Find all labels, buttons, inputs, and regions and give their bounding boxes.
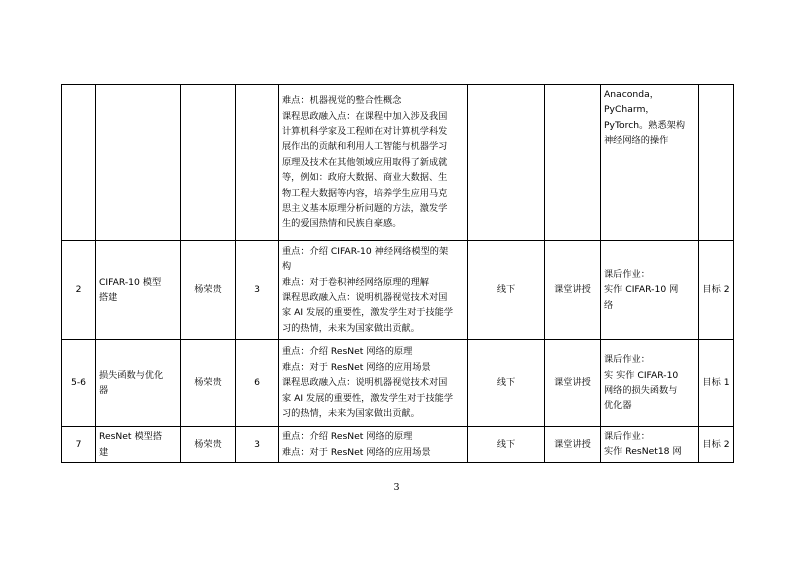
topic-line: 搭建 <box>99 292 118 303</box>
homework-line: PyTorch。熟悉架构 <box>604 119 686 131</box>
homework-line: 课后作业： <box>604 268 650 280</box>
content-line: 构 <box>282 261 292 273</box>
content-line: 习的热情，未来为国家做出贡献。 <box>282 322 420 334</box>
content-cell <box>279 427 468 463</box>
table-row <box>62 340 734 427</box>
session-number-cell: 7 <box>62 427 96 463</box>
session-number-cell: 2 <box>62 241 96 340</box>
content-line: 重点：介绍 ResNet 网络的原理 <box>282 431 413 443</box>
teacher-cell: 杨荣贵 <box>181 241 236 340</box>
hours-cell: 3 <box>236 427 279 463</box>
topic-line: CIFAR-10 模型 <box>99 276 162 288</box>
content-line: 难点：对于 ResNet 网络的应用场景 <box>282 446 431 458</box>
teacher-cell <box>181 85 236 241</box>
homework-line: 优化器 <box>604 400 632 412</box>
teaching-method-cell <box>545 85 601 241</box>
content-line: 习的热情，未来为国家做出贡献。 <box>282 408 420 420</box>
content-line: 课程思政融入点：说明机器视觉技术对国 <box>282 292 448 303</box>
hours-cell: 3 <box>236 241 279 340</box>
hours-cell: 6 <box>236 340 279 427</box>
content-line: 思主义基本原理分析问题的方法，激发学 <box>282 203 448 215</box>
content-line: 计算机科学家及工程师在对计算机学科发 <box>282 125 448 137</box>
teacher-cell: 杨荣贵 <box>181 340 236 427</box>
teaching-method-cell: 课堂讲授 <box>545 340 601 427</box>
session-number-cell <box>62 85 96 241</box>
session-number-cell: 5-6 <box>62 340 96 427</box>
hours-cell <box>236 85 279 241</box>
homework-cell <box>601 427 699 463</box>
content-line: 难点：机器视觉的整合性概念 <box>282 95 402 107</box>
content-line: 课程思政融入点：在课程中加入涉及我国 <box>282 110 448 122</box>
homework-line: 课后作业： <box>604 354 650 366</box>
homework-line: 神经网络的操作 <box>604 135 669 147</box>
content-line: 重点：介绍 ResNet 网络的原理 <box>282 346 413 358</box>
homework-line: PyCharm， <box>604 104 655 116</box>
homework-line: Anaconda， <box>604 89 659 100</box>
content-line: 重点：介绍 CIFAR-10 神经网络模型的架 <box>282 245 449 257</box>
content-line: 家 AI 发展的重要性，激发学生对于技能学 <box>282 307 454 319</box>
content-line: 家 AI 发展的重要性，激发学生对于技能学 <box>282 392 454 404</box>
homework-cell <box>601 241 699 340</box>
teaching-mode-cell: 线下 <box>468 340 545 427</box>
content-line: 等，例如：政府大数据、商业大数据、生 <box>282 172 448 184</box>
homework-cell <box>601 85 699 241</box>
teaching-mode-cell: 线下 <box>468 427 545 463</box>
content-line: 生的爱国热情和民族自豪感。 <box>282 218 402 230</box>
homework-line: 课后作业： <box>604 431 650 442</box>
topic-line: ResNet 模型搭 <box>99 431 163 443</box>
teacher-cell: 杨荣贵 <box>181 427 236 463</box>
content-line: 课程思政融入点：说明机器视觉技术对国 <box>282 377 448 389</box>
teaching-mode-cell <box>468 85 545 241</box>
homework-cell <box>601 340 699 427</box>
topic-cell <box>96 241 181 340</box>
topic-cell <box>96 340 181 427</box>
content-cell <box>279 241 468 340</box>
content-cell <box>279 85 468 241</box>
content-line: 原理及技术在其他领域应用取得了新成就 <box>282 156 448 168</box>
teaching-mode-cell: 线下 <box>468 241 545 340</box>
teaching-method-cell: 课堂讲授 <box>545 241 601 340</box>
topic-cell <box>96 85 181 241</box>
homework-line: 络 <box>604 299 614 311</box>
homework-line: 实作 ResNet18 网 <box>604 446 682 458</box>
content-cell <box>279 340 468 427</box>
page-number: 3 <box>393 482 400 493</box>
table-row <box>62 427 734 463</box>
topic-line: 建 <box>99 446 109 458</box>
goal-cell <box>699 85 734 241</box>
goal-cell: 目标 2 <box>699 427 734 463</box>
course-schedule-table <box>61 84 734 463</box>
table-row <box>62 85 734 241</box>
homework-line: 实 实作 CIFAR-10 <box>604 369 679 381</box>
table-row <box>62 241 734 340</box>
homework-line: 网络的损失函数与 <box>604 385 678 396</box>
goal-cell: 目标 2 <box>699 241 734 340</box>
teaching-method-cell: 课堂讲授 <box>545 427 601 463</box>
content-line: 物工程大数据等内容，培养学生应用马克 <box>282 187 448 199</box>
content-line: 难点：对于卷积神经网络原理的理解 <box>282 276 429 288</box>
content-line: 展作出的贡献和利用人工智能与机器学习 <box>282 141 448 153</box>
content-line: 难点：对于 ResNet 网络的应用场景 <box>282 361 431 373</box>
goal-cell: 目标 1 <box>699 340 734 427</box>
topic-line: 器 <box>99 385 109 396</box>
homework-line: 实作 CIFAR-10 网 <box>604 284 679 296</box>
topic-cell <box>96 427 181 463</box>
topic-line: 损失函数与优化 <box>99 369 164 381</box>
